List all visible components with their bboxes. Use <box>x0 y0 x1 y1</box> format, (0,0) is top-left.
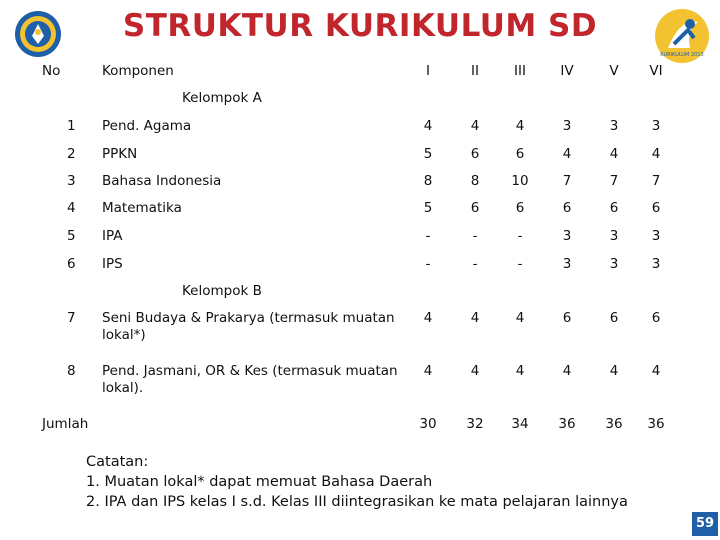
row-value: 8 <box>423 173 433 189</box>
row-value: 3 <box>651 256 661 272</box>
row-value: 6 <box>562 200 572 216</box>
row-value: - <box>517 228 523 244</box>
row-value: 4 <box>423 118 433 134</box>
row-no: 6 <box>67 256 76 272</box>
note-item: 2. IPA dan IPS kelas I s.d. Kelas III diintegrasikan ke mata pelajaran lainnya <box>86 494 628 510</box>
header-no: No <box>42 63 61 79</box>
row-komponen: Pend. Jasmani, OR & Kes (termasuk muatan lokal). <box>102 363 398 396</box>
row-value: 6 <box>470 146 480 162</box>
row-value: 3 <box>562 118 572 134</box>
row-value: - <box>472 228 478 244</box>
row-komponen: Seni Budaya & Prakarya (termasuk muatan lokal*) <box>102 310 395 343</box>
header-grade: V <box>609 63 619 79</box>
total-value: 32 <box>466 416 484 432</box>
row-value: 3 <box>609 256 619 272</box>
page-number: 59 <box>692 512 718 536</box>
total-value: 36 <box>647 416 665 432</box>
row-value: 4 <box>423 363 433 379</box>
row-value: 3 <box>651 118 661 134</box>
row-komponen: Pend. Agama <box>102 118 192 134</box>
row-value: - <box>472 256 478 272</box>
row-value: 7 <box>651 173 661 189</box>
row-value: 3 <box>609 228 619 244</box>
header-grade: IV <box>560 63 574 79</box>
row-value: 6 <box>651 310 661 326</box>
row-no: 4 <box>67 200 76 216</box>
row-no: 2 <box>67 146 76 162</box>
row-no: 8 <box>67 363 76 379</box>
row-value: - <box>425 256 431 272</box>
row-value: 4 <box>470 363 480 379</box>
header-komponen: Komponen <box>102 63 174 79</box>
row-value: 4 <box>423 310 433 326</box>
note-item: 1. Muatan lokal* dapat memuat Bahasa Daerah <box>86 474 433 490</box>
row-no: 7 <box>67 310 76 326</box>
row-value: 4 <box>470 118 480 134</box>
row-value: 5 <box>423 200 433 216</box>
total-value: 36 <box>605 416 623 432</box>
total-value: 30 <box>419 416 437 432</box>
row-value: 4 <box>651 363 661 379</box>
header-grade: I <box>426 63 430 79</box>
row-value: 4 <box>515 363 525 379</box>
row-value: 7 <box>609 173 619 189</box>
row-no: 5 <box>67 228 76 244</box>
row-value: 5 <box>423 146 433 162</box>
row-no: 3 <box>67 173 76 189</box>
row-value: 4 <box>562 146 572 162</box>
row-komponen: IPS <box>102 256 123 272</box>
row-value: 6 <box>651 200 661 216</box>
row-value: 3 <box>651 228 661 244</box>
group-label-a: Kelompok A <box>182 90 262 106</box>
row-value: 6 <box>515 200 525 216</box>
row-value: 4 <box>609 146 619 162</box>
row-value: - <box>425 228 431 244</box>
group-label-b: Kelompok B <box>182 283 262 299</box>
row-value: 6 <box>609 200 619 216</box>
row-value: - <box>517 256 523 272</box>
row-value: 3 <box>562 256 572 272</box>
row-value: 4 <box>515 310 525 326</box>
total-value: 34 <box>511 416 529 432</box>
total-label: Jumlah <box>42 416 89 432</box>
header-grade: VI <box>649 63 663 79</box>
total-value: 36 <box>558 416 576 432</box>
kurikulum-2013-logo <box>654 8 710 64</box>
row-value: 4 <box>515 118 525 134</box>
header-grade: III <box>514 63 526 79</box>
row-komponen: IPA <box>102 228 123 244</box>
row-value: 6 <box>609 310 619 326</box>
row-value: 8 <box>470 173 480 189</box>
row-value: 3 <box>562 228 572 244</box>
row-komponen: Matematika <box>102 200 182 216</box>
row-komponen: PPKN <box>102 146 138 162</box>
row-value: 10 <box>511 173 529 189</box>
row-value: 4 <box>609 363 619 379</box>
row-value: 7 <box>562 173 572 189</box>
row-value: 6 <box>470 200 480 216</box>
row-no: 1 <box>67 118 76 134</box>
row-value: 6 <box>562 310 572 326</box>
row-value: 4 <box>562 363 572 379</box>
logo-text: KURIKULUM 2013 <box>660 52 704 58</box>
notes <box>86 452 628 512</box>
notes-heading: Catatan: <box>86 454 149 470</box>
page-title: STRUKTUR KURIKULUM SD <box>122 8 598 44</box>
row-value: 6 <box>515 146 525 162</box>
row-value: 4 <box>651 146 661 162</box>
row-komponen: Bahasa Indonesia <box>102 173 222 189</box>
row-value: 3 <box>609 118 619 134</box>
header-grade: II <box>471 63 479 79</box>
row-value: 4 <box>470 310 480 326</box>
